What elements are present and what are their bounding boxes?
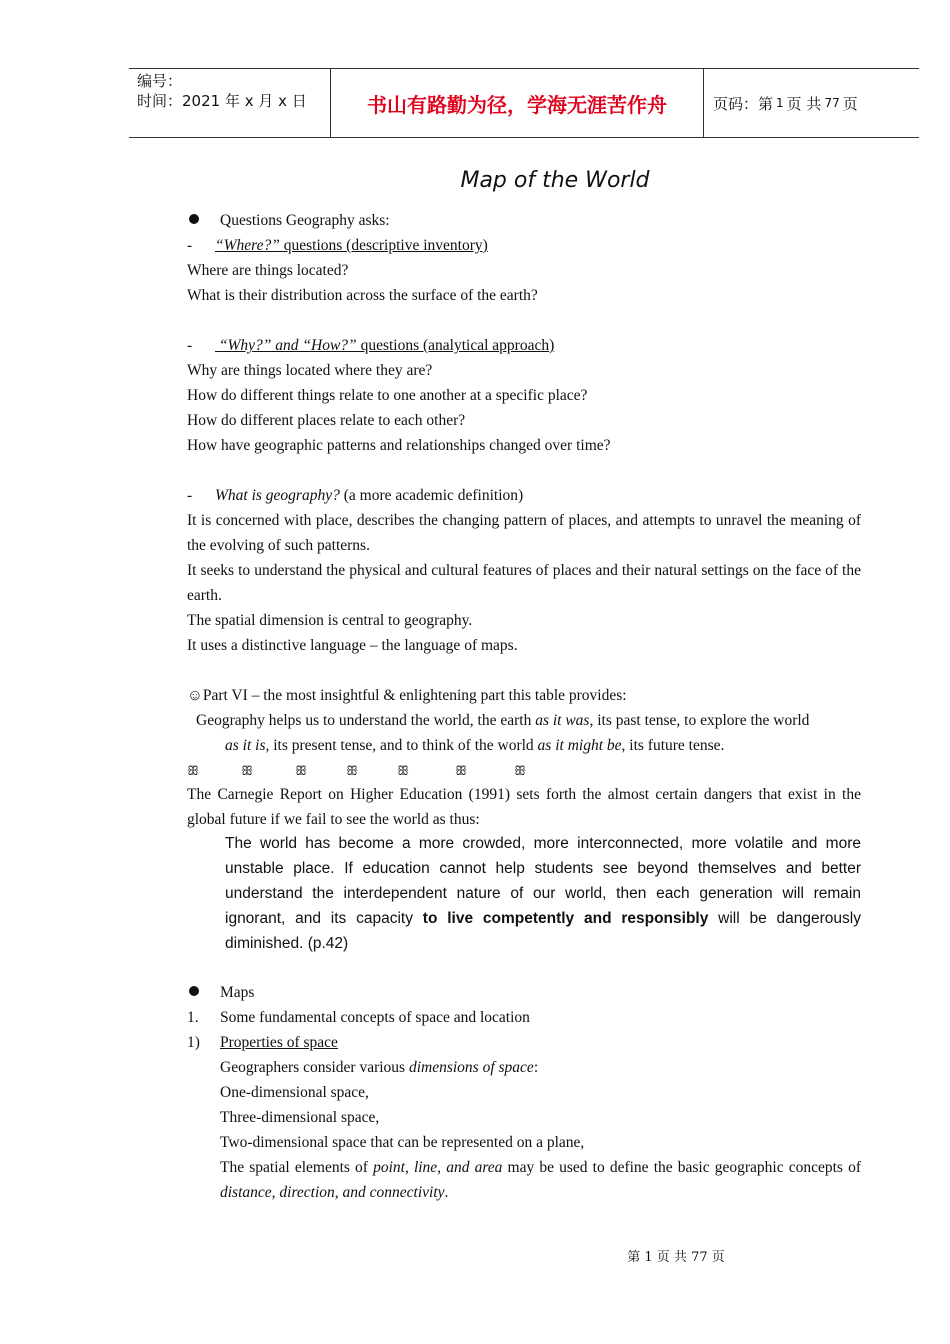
text-line: How have geographic patterns and relationships changed over time? [187,437,611,454]
footer-page-current: 1 [644,1250,653,1265]
section-heading: Maps [220,984,255,1001]
ornament-icon: ꕥ [187,763,200,778]
text-line: The spatial dimension is central to geography. [187,612,473,629]
dash: - [187,237,193,254]
text-span: , its present tense, and to think of the world [265,737,538,754]
where-question: “Where?” [215,237,280,254]
time-label: 时间：2021 年 x 月 x 日 [137,92,307,110]
list-text: Some fundamental concepts of space and location [220,1009,530,1026]
text-span: The spatial elements of [220,1159,374,1176]
italic-span: point, line, and area [373,1159,503,1176]
text-line [220,1055,538,1080]
ornament-icon: ꕥ [397,763,410,778]
text-span: may be used to define the basic geographic concepts of [502,1159,861,1176]
paragraph [220,1155,861,1205]
paragraph: It is concerned with place, describes the changing pattern of places, and attempts to unravel the meaning of the evolving of such patterns. [187,512,861,554]
why-rest: questions (analytical approach) [356,337,555,354]
header-motto: 书山有路勤为径，学海无涯苦作舟 [367,92,667,117]
part6-intro: ☺Part VI – the most insightful & enlightening part this table provides: [187,687,627,704]
italic-span: distance, direction, and connectivity [220,1184,445,1201]
what-rest: (a more academic definition) [339,487,524,504]
italic-span: as it was [535,712,590,729]
page-suffix: 页 [842,94,858,113]
page-prefix: 页码：第 [713,94,774,113]
where-subheading [215,233,488,258]
text-line: One-dimensional space, [220,1084,369,1101]
part6-text [225,733,724,758]
where-rest: questions (descriptive inventory) [279,237,488,254]
text-line: Three-dimensional space, [220,1109,380,1126]
section-heading: Questions Geography asks: [220,212,390,229]
list-text: Properties of space [220,1034,338,1051]
page-mid: 页 共 [786,94,822,113]
footer-page-total: 77 [691,1250,708,1265]
footer-text: 页 [711,1250,725,1265]
block-quote [225,831,861,956]
text-line: How do different things relate to one another at a specific place? [187,387,588,404]
italic-span: as it might be [537,737,622,754]
carnegie-paragraph: The Carnegie Report on Higher Education (1991) sets forth the almost certain dangers that exist in the global future if we fail to see the world as thus: [187,786,861,828]
text-span: Geographers consider various [220,1059,409,1076]
text-span: Geography helps us to understand the world, the earth [196,712,536,729]
bullet-icon [189,986,199,996]
text-line: Why are things located where they are? [187,362,433,379]
part6-text [196,708,809,733]
text-span: will be dangerously diminished. (p.42) [225,910,861,952]
list-number: 1) [187,1034,200,1051]
text-span: The world has become a more crowded, more interconnected, more volatile and more unstable place. If education cannot help students see beyond themselves and better understand the interdependent nature of our world, then each generation will remain ignorant, and its capacity [225,835,861,927]
paragraph: It seeks to understand the physical and cultural features of places and their natural settings on the face of the earth. [187,562,861,604]
footer-text: 页 共 [656,1250,687,1265]
list-number: 1. [187,1009,199,1026]
ornament-icon: ꕥ [241,763,254,778]
ornament-icon: ꕥ [295,763,308,778]
text-span: , its past tense, to explore the world [589,712,810,729]
text-line: What is their distribution across the surface of the earth? [187,287,538,304]
text-line: How do different places relate to each other? [187,412,466,429]
page-footer [0,1246,950,1265]
page-current: 1 [776,96,784,110]
dash: - [187,337,193,354]
bullet-icon [189,214,199,224]
ornament-icon: ꕥ [346,763,359,778]
ornament-icon: ꕥ [455,763,468,778]
dash: - [187,487,193,504]
what-subheading [215,483,523,508]
text-span: . [444,1184,449,1201]
bold-span: to live competently and responsibly [422,910,709,927]
ornament-icon: ꕥ [514,763,527,778]
footer-text: 第 [627,1250,641,1265]
why-question: “Why?” and “How?” [218,337,357,354]
header-divider [703,69,704,137]
italic-span: dimensions of space [408,1059,534,1076]
number-label: 编号： [137,72,183,90]
text-line: Where are things located? [187,262,349,279]
page-total: 77 [824,96,840,110]
header-page-info [713,69,858,137]
italic-span: as it is [225,737,266,754]
what-question: What is geography? [215,487,340,504]
text-line: Two-dimensional space that can be represented on a plane, [220,1134,585,1151]
document-header [129,68,919,138]
text-line: It uses a distinctive language – the language of maps. [187,637,518,654]
text-span: : [533,1059,539,1076]
page-title: Map of the World [460,168,650,193]
header-meta [137,71,329,135]
why-subheading [215,333,554,358]
text-span: , its future tense. [621,737,725,754]
